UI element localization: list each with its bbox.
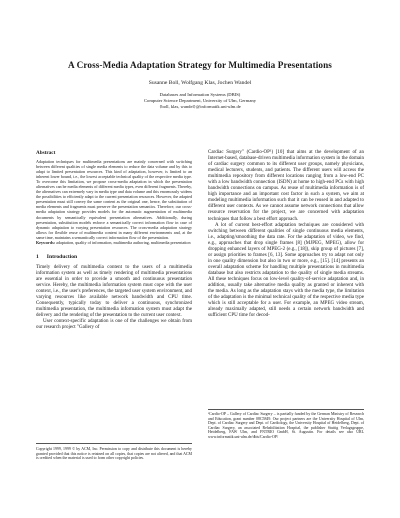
- right-column-body: [208, 150, 364, 319]
- abstract-text: Adaptation techniques for multimedia presentations are mainly concerned with switching between different qualities of single media elements to reduce the data volume and by this to adapt to limited presentation resources. This kind of adaptation, however, is limited to an inherent lower bound, i.e., the lowest acceptable technical quality of the respective media type. To overcome this limitation, we propose cross-media adaptation in which the presentation alternatives can be media elements of different media types, even different fragments. Thereby, the alternatives can extremely vary in media type and data volume and this enormously widens the possibilities to efficiently adapt to the current presentation resources. However, the adapted presentation must still convey the same content as the original one, hence, the substitution of media elements and fragments must preserve the presentation semantics. Therefore, our cross-media adaptation strategy provides models for the automatic augmentation of multimedia documents by semantically equivalent presentation alternatives. Additionally, during presentation, substitution models enforce a semantically correct information flow in case of dynamic adaptation to varying presentation resources. The cross-media adaptation strategy allows for flexible reuse of multimedia content in many different environments and, at the same time, maintains a semantically correct information flow of the presentation.: [36, 159, 192, 240]
- right-paragraph-1: Cardiac Surgery" (Cardio-OP¹) [10] that aims at the development of an Internet-based, database-driven multimedia information system in the domain of cardiac surgery common to its different user groups, namely physicians, medical lecturers, students, and patients. The different users will access the multimedia repository from different locations ranging from a low-end PC with a low bandwidth connection (ISDN) at home to high-end PCs with high bandwidth connections on campus. As reuse of multimedia information is of high importance and an important cost factor in such a system, we aim at modeling multimedia information such that it can be reused in and adapted to different user contexts. As we cannot assume network connections that allow resource reservation for the project, we are concerned with adaptation techniques that follow a best effort approach.: [208, 150, 364, 222]
- affiliation-email: {boll, klas, wandel}@informatik.uni-ulm.de: [159, 104, 241, 110]
- section-title: Introduction: [46, 253, 78, 260]
- affiliation-department: Computer Science Department, University of Ulm, Germany: [143, 98, 256, 104]
- footnote: ¹Cardio-OP – Gallery of Cardiac Surgery – is partially funded by the German Ministry of Research and Education, grant number 08C5849. Our project partners are the University Hospital of Ulm, Dept. of Cardiac Surgery and Dept. of Cardiology, the University Hospital of Heidelberg, Dept. of Cardiac Surgery, an associated Rehabilitation Hospital, the publisher Stuttig Verlagsgruppe, Heidelberg, FAW Ulm, and FNTRIO GmbH, St. Augustin. For details see also URL www.informatik.uni-ulm.de/dbis/Cardio-OP/: [208, 409, 364, 439]
- introduction-body: [36, 265, 192, 332]
- section-heading-introduction: [36, 254, 192, 260]
- right-column: [208, 150, 364, 319]
- abstract-heading: Abstract: [36, 150, 56, 156]
- author-list: Susanne Boll, Wolfgang Klas, Jochen Wandel: [148, 80, 252, 86]
- affiliation-block: [0, 92, 400, 111]
- right-paragraph-2: A lot of current best-effort adaptation techniques are considered with switching between different qualities of single continuous media elements, i.e., adapting/smoothing the data rate. For the adaptation of video, we find, e.g., approaches that drop single frames [8] (MJPEG, MPEG), allow for dropping enhanced layers of MPEG-2 (e.g., [18]), skip group of pictures [7], or assign priorities to frames [6, 13]. Some approaches try to adapt not only in one quality dimension but also in two or more, e.g., [15]. [14] presents an overall adaptation scheme for handling multiple presentations in multimedia database but also restricts adaptation to the quality of single media streams. All these techniques focus on low-level quality-of-service adaptation and, in addition, usually take alternative media quality as granted or inherent with the media. As long as the adaptation stays with the media type, the limitation of the adaptation is the minimal technical quality of the respective media type which is still acceptable for a user. For example, an MPEG video stream, already maximally adapted, still needs a certain network bandwidth and sufficient CPU time for decod-: [208, 222, 364, 319]
- section-number: 1: [36, 253, 39, 260]
- introduction-paragraph-2: User context-specific adaptation is one of the challenges we obtain from our research project "Gallery of: [36, 319, 192, 331]
- copyright-notice: Copyright 1999, 1999 © by ACM, Inc. Permission to copy and distribute this document is hereby granted provided that this notice is retained on all copies, that copies are not altered, and that ACM is credited when the material is used to form other copyright policies.: [36, 443, 192, 461]
- paper-title: A Cross-Media Adaptation Strategy for Multimedia Presentations: [68, 60, 332, 70]
- left-column: [36, 150, 192, 331]
- keywords-line: [36, 240, 192, 245]
- affiliation-group: Databases and Information Systems (DBIS): [159, 92, 241, 97]
- introduction-paragraph-1: Timely delivery of multimedia content to the users of a multimedia information system as well as timely rendering of multimedia presentations are essential in order to provide a smooth and continuous presentation service. Hereby, the multimedia information system must cope with the user context, i.e., the user's preferences, the targeted user system environment, and varying resources like available network bandwidth and CPU time. Consequently, typically today to deliver a continuous, synchronized multimedia presentation, the multimedia information system must adapt the delivery and the rendering of the presentation to the current user context.: [36, 264, 192, 319]
- keywords-text: adaptation, quality of information, multimedia authoring, multimedia presentation: [56, 239, 191, 245]
- keywords-label: Keywords:: [36, 239, 56, 245]
